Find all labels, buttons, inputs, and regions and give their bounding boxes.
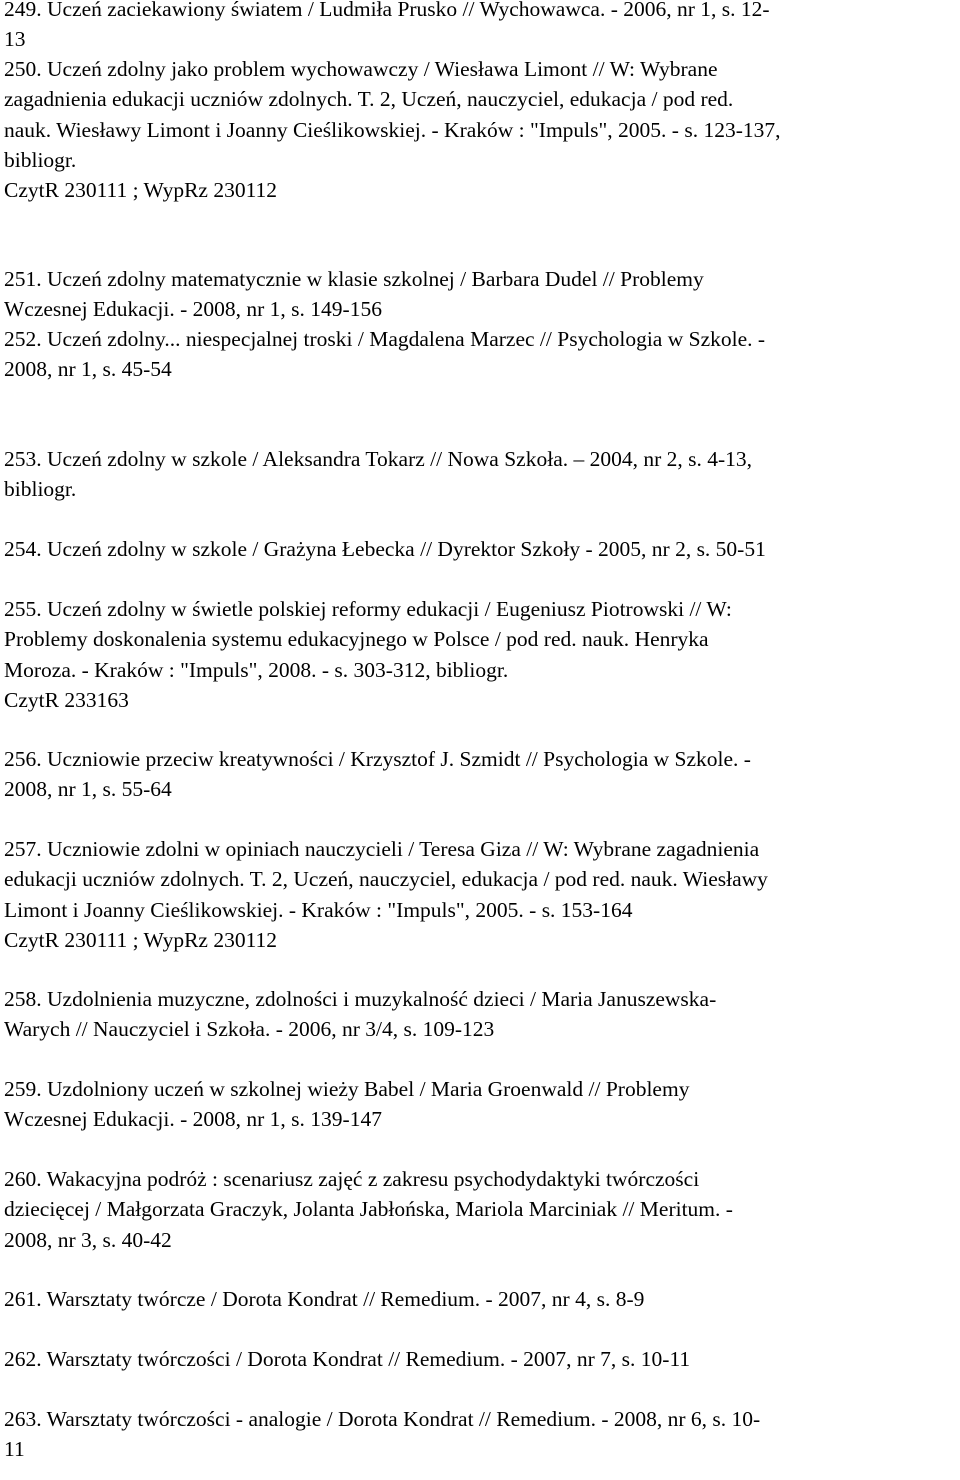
entry-number: 262. <box>4 1347 42 1371</box>
entry-line <box>4 1014 716 1044</box>
entry-text: / Wiesława Limont // W: Wybrane <box>418 57 718 81</box>
entry-number: 255. <box>4 597 42 621</box>
entry-title: Wakacyjna podróż : scenariusz zajęć z zakresu psychodydaktyki twórczości <box>46 1167 700 1191</box>
entry-title: Uczeń zdolny w szkole <box>47 447 247 471</box>
entry-text: Wczesnej Edukacji. - 2008, nr 1, s. 139-147 <box>4 1107 382 1132</box>
entry-text: 11 <box>4 1437 25 1462</box>
bibliography-entry <box>4 1344 690 1374</box>
entry-text: 13 <box>4 27 26 52</box>
entry-line <box>4 145 780 175</box>
entry-line <box>4 895 768 925</box>
entry-line <box>4 1104 689 1134</box>
entry-number: 253. <box>4 447 42 471</box>
entry-text: / Teresa Giza // W: Wybrane zagadnienia <box>402 837 760 861</box>
entry-text: bibliogr. <box>4 147 77 172</box>
entry-line <box>4 774 751 804</box>
entry-line <box>4 0 770 24</box>
bibliography-entry <box>4 834 768 955</box>
entry-title: Warsztaty twórcze <box>46 1287 206 1311</box>
entry-line <box>4 834 768 864</box>
entry-line <box>4 1074 689 1104</box>
entry-text: Limont i Joanny Cieślikowskiej. - Kraków : "Impuls", 2005. - s. 153-164 <box>4 897 633 922</box>
entry-text: nauk. Wiesławy Limont i Joanny Cieślikowskiej. - Kraków : "Impuls", 2005. - s. 123-137, <box>4 117 781 142</box>
entry-number: 261. <box>4 1287 42 1311</box>
entry-text: Moroza. - Kraków : "Impuls", 2008. - s. 303-312, bibliogr. <box>4 657 509 682</box>
entry-line <box>4 84 780 114</box>
bibliography-entry <box>4 324 765 385</box>
entry-title: Uczeń zdolny jako problem wychowawczy <box>47 57 419 81</box>
entry-title: Uzdolniony uczeń w szkolnej wieży Babel <box>47 1077 415 1101</box>
entry-number: 259. <box>4 1077 42 1101</box>
entry-text: zagadnienia edukacji uczniów zdolnych. T. 2, Uczeń, nauczyciel, edukacja / pod red. <box>4 87 734 112</box>
bibliography-entry <box>4 1074 689 1135</box>
entry-title: Uczeń zdolny matematycznie w klasie szkolnej <box>47 267 455 291</box>
entry-line <box>4 655 732 685</box>
entry-line <box>4 324 765 354</box>
entry-text: Wczesnej Edukacji. - 2008, nr 1, s. 149-156 <box>4 297 382 322</box>
bibliography-entry <box>4 54 780 205</box>
entry-number: 257. <box>4 837 42 861</box>
entry-text: / Dorota Kondrat // Remedium. - 2007, nr 4, s. 8-9 <box>205 1287 645 1311</box>
entry-line <box>4 1225 733 1255</box>
entry-number: 250. <box>4 57 42 81</box>
entry-text: / Dorota Kondrat // Remedium. - 2007, nr 7, s. 10-11 <box>230 1347 691 1371</box>
bibliography-entry <box>4 594 732 715</box>
entry-line <box>4 264 704 294</box>
entry-text: / Barbara Dudel // Problemy <box>454 267 704 291</box>
entry-text: CzytR 230111 ; WypRz 230112 <box>4 927 278 952</box>
entry-line <box>4 984 716 1014</box>
bibliography-entry <box>4 744 751 805</box>
entry-line <box>4 294 704 324</box>
entry-text: dziecięcej / Małgorzata Graczyk, Jolanta Jabłońska, Mariola Marciniak // Meritum. - <box>4 1197 733 1222</box>
entry-line <box>4 175 780 205</box>
entry-line <box>4 1404 760 1434</box>
entry-text: bibliogr. <box>4 477 77 502</box>
entry-line <box>4 1434 760 1464</box>
bibliography-entry <box>4 534 766 564</box>
entry-text: / Eugeniusz Piotrowski // W: <box>479 597 732 621</box>
entry-title: Uczeń zdolny w szkole <box>47 537 247 561</box>
bibliography-entry <box>4 264 704 325</box>
entry-title: Uczeń zdolny w świetle polskiej reformy edukacji <box>47 597 480 621</box>
entry-number: 256. <box>4 747 42 771</box>
entry-number: 263. <box>4 1407 42 1431</box>
bibliography-entry <box>4 1164 733 1255</box>
entry-line <box>4 354 765 384</box>
entry-title: Warsztaty twórczości - analogie <box>46 1407 322 1431</box>
entry-number: 260. <box>4 1167 42 1191</box>
entry-title: Uczniowie przeciw kreatywności <box>47 747 334 771</box>
entry-line <box>4 594 732 624</box>
entry-line <box>4 474 752 504</box>
entry-number: 249. <box>4 0 42 21</box>
entry-line <box>4 534 766 564</box>
entry-text: / Magdalena Marzec // Psychologia w Szkole. - <box>352 327 766 351</box>
entry-line <box>4 744 751 774</box>
entry-text: Problemy doskonalenia systemu edukacyjnego w Polsce / pod red. nauk. Henryka <box>4 627 709 652</box>
bibliography-entry <box>4 0 770 55</box>
entry-line <box>4 864 768 894</box>
entry-title: Warsztaty twórczości <box>46 1347 231 1371</box>
entry-text: / Krzysztof J. Szmidt // Psychologia w Szkole. - <box>333 747 751 771</box>
entry-text: / Maria Groenwald // Problemy <box>414 1077 690 1101</box>
entry-text: / Dorota Kondrat // Remedium. - 2008, nr 6, s. 10- <box>321 1407 761 1431</box>
entry-text: CzytR 233163 <box>4 687 129 712</box>
bibliography-entry <box>4 984 716 1045</box>
entry-line <box>4 115 780 145</box>
entry-line <box>4 54 780 84</box>
entry-text: 2008, nr 3, s. 40-42 <box>4 1227 172 1252</box>
entry-number: 254. <box>4 537 42 561</box>
entry-title: Uczeń zdolny... niespecjalnej troski <box>47 327 353 351</box>
entry-line <box>4 24 770 54</box>
entry-text: / Aleksandra Tokarz // Nowa Szkoła. – 2004, nr 2, s. 4-13, <box>247 447 753 471</box>
entry-line <box>4 444 752 474</box>
bibliography-entry <box>4 1284 644 1314</box>
entry-title: Uzdolnienia muzyczne, zdolności i muzykalność dzieci <box>47 987 525 1011</box>
entry-text: 2008, nr 1, s. 55-64 <box>4 777 172 802</box>
entry-line <box>4 1284 644 1314</box>
entry-number: 258. <box>4 987 42 1011</box>
bibliography-entry <box>4 444 752 505</box>
entry-text: CzytR 230111 ; WypRz 230112 <box>4 178 278 203</box>
entry-text: / Maria Januszewska- <box>524 987 717 1011</box>
entry-text: edukacji uczniów zdolnych. T. 2, Uczeń, nauczyciel, edukacja / pod red. nauk. Wiesławy <box>4 867 768 892</box>
entry-line <box>4 925 768 955</box>
entry-title: Uczniowie zdolni w opiniach nauczycieli <box>47 837 403 861</box>
entry-text: / Grażyna Łebecka // Dyrektor Szkoły - 2005, nr 2, s. 50-51 <box>247 537 766 561</box>
entry-number: 252. <box>4 327 42 351</box>
entry-line <box>4 624 732 654</box>
entry-text: / Ludmiła Prusko // Wychowawca. - 2006, nr 1, s. 12- <box>302 0 770 21</box>
entry-line <box>4 1344 690 1374</box>
entry-line <box>4 685 732 715</box>
entry-text: Warych // Nauczyciel i Szkoła. - 2006, nr 3/4, s. 109-123 <box>4 1017 495 1042</box>
entry-text: 2008, nr 1, s. 45-54 <box>4 357 172 382</box>
bibliography-entry <box>4 1404 760 1465</box>
entry-line <box>4 1194 733 1224</box>
entry-line <box>4 1164 733 1194</box>
entry-number: 251. <box>4 267 42 291</box>
entry-title: Uczeń zaciekawiony światem <box>47 0 303 21</box>
